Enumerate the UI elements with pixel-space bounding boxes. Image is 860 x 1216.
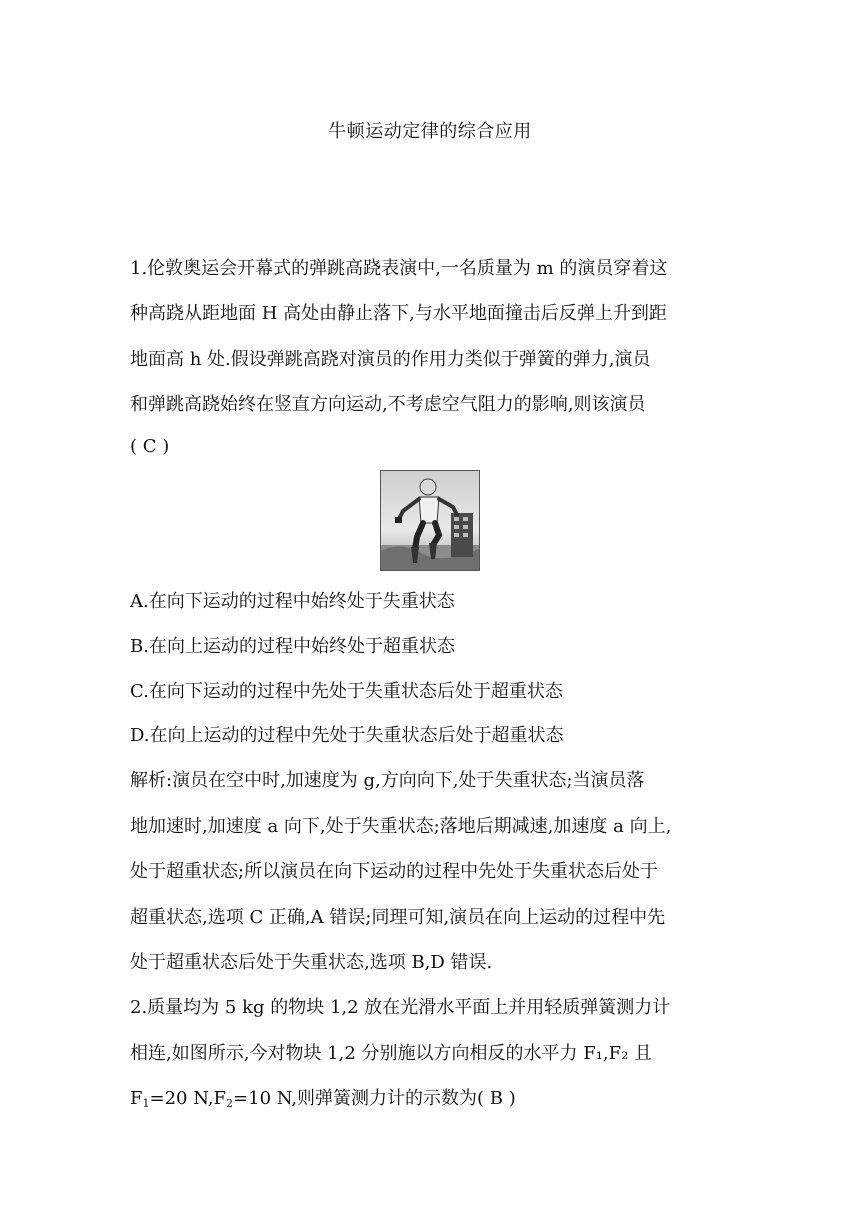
page-title: 牛顿运动定律的综合应用 [328, 121, 532, 142]
option-c: C.在向下运动的过程中先处于失重状态后处于超重状态 [130, 681, 563, 702]
q1-stem-line-4: 和弹跳高跷始终在竖直方向运动,不考虑空气阻力的影响,则该演员 [130, 394, 646, 415]
force-f2-subscript: 2 [226, 1097, 234, 1110]
q1-stem-line-3: 地面高 h 处.假设弹跳高跷对演员的作用力类似于弹簧的弹力,演员 [130, 349, 651, 370]
option-a: A.在向下运动的过程中始终处于失重状态 [130, 591, 455, 612]
option-b: B.在向上运动的过程中始终处于超重状态 [130, 636, 455, 657]
q2-stem-line-1: 2.质量均为 5 kg 的物块 1,2 放在光滑水平面上并用轻质弹簧测力计 [130, 997, 671, 1018]
force-f1-subscript: 1 [142, 1097, 150, 1110]
analysis-line-4: 超重状态,选项 C 正确,A 错误;同理可知,演员在向上运动的过程中先 [130, 907, 666, 928]
analysis-line-2: 地加速时,加速度 a 向下,处于失重状态;落地后期减速,加速度 a 向上, [130, 816, 672, 837]
option-d: D.在向上运动的过程中先处于失重状态后处于超重状态 [130, 725, 564, 746]
analysis-line-5: 处于超重状态后处于失重状态,选项 B,D 错误. [130, 952, 493, 973]
q2-stem-line-3 [130, 1087, 740, 1116]
q1-stem-line-2: 种高跷从距地面 H 高处由静止落下,与水平地面撞击后反弹上升到距 [130, 303, 667, 324]
analysis-line-1: 解析:演员在空中时,加速度为 g,方向向下,处于失重状态;当演员落 [130, 770, 645, 791]
stilt-performer-photo [380, 470, 480, 571]
q2-question-rest: =10 N,则弹簧测力计的示数为( B ) [233, 1088, 516, 1109]
q1-answer-line: ( C ) [130, 436, 170, 457]
q1-stem-line-1: 1.伦敦奥运会开幕式的弹跳高跷表演中,一名质量为 m 的演员穿着这 [130, 258, 668, 279]
analysis-line-3: 处于超重状态;所以演员在向下运动的过程中先处于失重状态后处于 [130, 861, 659, 882]
q2-stem-line-2: 相连,如图所示,今对物块 1,2 分别施以方向相反的水平力 F₁,F₂ 且 [130, 1043, 653, 1064]
force-f1-value: =20 N,F [149, 1088, 227, 1109]
force-f1-symbol: F [130, 1088, 143, 1109]
